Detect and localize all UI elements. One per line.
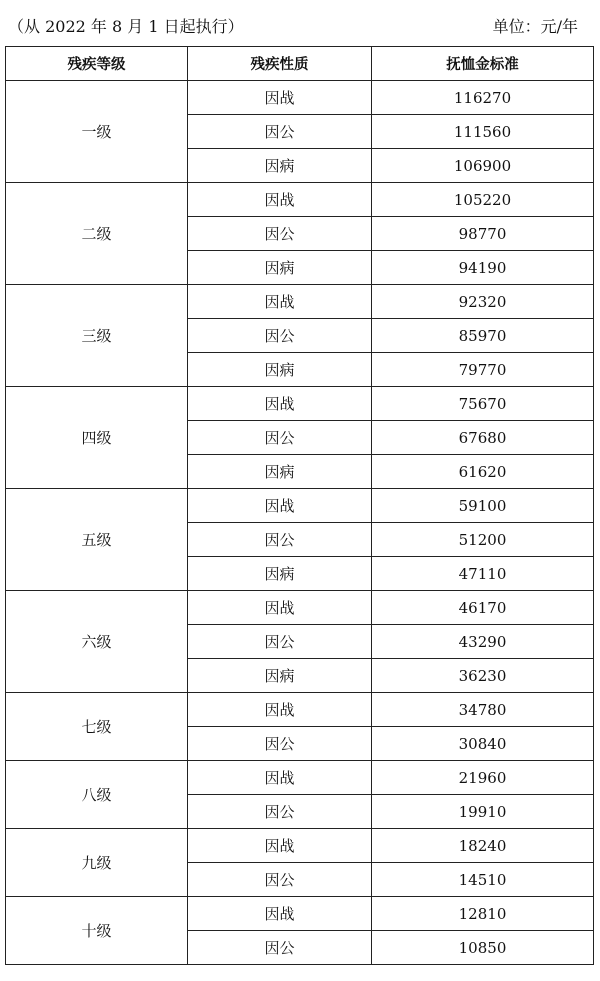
nature-cell: 因公 <box>188 115 372 149</box>
nature-cell: 因公 <box>188 421 372 455</box>
amount-cell: 21960 <box>372 761 594 795</box>
amount-cell: 43290 <box>372 625 594 659</box>
table-row <box>6 81 594 115</box>
amount-cell: 12810 <box>372 897 594 931</box>
grade-cell: 一级 <box>6 81 188 183</box>
amount-cell: 105220 <box>372 183 594 217</box>
nature-cell: 因公 <box>188 931 372 965</box>
table-row <box>6 897 594 931</box>
nature-cell: 因公 <box>188 523 372 557</box>
nature-cell: 因病 <box>188 455 372 489</box>
nature-cell: 因战 <box>188 387 372 421</box>
amount-cell: 46170 <box>372 591 594 625</box>
amount-cell: 98770 <box>372 217 594 251</box>
amount-cell: 92320 <box>372 285 594 319</box>
table-body <box>6 81 594 965</box>
amount-cell: 106900 <box>372 149 594 183</box>
nature-cell: 因病 <box>188 149 372 183</box>
amount-cell: 94190 <box>372 251 594 285</box>
header-disability-grade: 残疾等级 <box>6 47 188 81</box>
grade-cell: 十级 <box>6 897 188 965</box>
header-disability-nature: 残疾性质 <box>188 47 372 81</box>
amount-cell: 19910 <box>372 795 594 829</box>
amount-cell: 34780 <box>372 693 594 727</box>
table-row <box>6 591 594 625</box>
header-row <box>6 47 594 81</box>
table-row <box>6 693 594 727</box>
table-row <box>6 183 594 217</box>
nature-cell: 因病 <box>188 353 372 387</box>
amount-cell: 59100 <box>372 489 594 523</box>
table-row <box>6 489 594 523</box>
nature-cell: 因公 <box>188 319 372 353</box>
nature-cell: 因病 <box>188 251 372 285</box>
nature-cell: 因战 <box>188 285 372 319</box>
unit-label: 单位：元/年 <box>492 17 578 36</box>
nature-cell: 因病 <box>188 557 372 591</box>
nature-cell: 因战 <box>188 829 372 863</box>
grade-cell: 三级 <box>6 285 188 387</box>
table-row <box>6 285 594 319</box>
amount-cell: 18240 <box>372 829 594 863</box>
amount-cell: 10850 <box>372 931 594 965</box>
nature-cell: 因战 <box>188 693 372 727</box>
amount-cell: 67680 <box>372 421 594 455</box>
table-row <box>6 761 594 795</box>
amount-cell: 14510 <box>372 863 594 897</box>
amount-cell: 116270 <box>372 81 594 115</box>
grade-cell: 五级 <box>6 489 188 591</box>
amount-cell: 85970 <box>372 319 594 353</box>
table-row <box>6 829 594 863</box>
table-caption <box>0 14 600 38</box>
amount-cell: 51200 <box>372 523 594 557</box>
amount-cell: 30840 <box>372 727 594 761</box>
grade-cell: 六级 <box>6 591 188 693</box>
grade-cell: 四级 <box>6 387 188 489</box>
grade-cell: 九级 <box>6 829 188 897</box>
nature-cell: 因战 <box>188 897 372 931</box>
nature-cell: 因战 <box>188 591 372 625</box>
nature-cell: 因公 <box>188 625 372 659</box>
amount-cell: 61620 <box>372 455 594 489</box>
nature-cell: 因战 <box>188 761 372 795</box>
amount-cell: 36230 <box>372 659 594 693</box>
nature-cell: 因战 <box>188 183 372 217</box>
table-row <box>6 387 594 421</box>
nature-cell: 因公 <box>188 795 372 829</box>
effective-date-note: （从 2022 年 8 月 1 日起执行） <box>8 17 244 36</box>
header-pension-standard: 抚恤金标准 <box>372 47 594 81</box>
amount-cell: 79770 <box>372 353 594 387</box>
amount-cell: 111560 <box>372 115 594 149</box>
table-header <box>6 47 594 81</box>
nature-cell: 因战 <box>188 81 372 115</box>
nature-cell: 因公 <box>188 727 372 761</box>
disability-pension-table <box>5 46 594 965</box>
nature-cell: 因公 <box>188 863 372 897</box>
nature-cell: 因战 <box>188 489 372 523</box>
grade-cell: 八级 <box>6 761 188 829</box>
grade-cell: 二级 <box>6 183 188 285</box>
nature-cell: 因病 <box>188 659 372 693</box>
amount-cell: 47110 <box>372 557 594 591</box>
nature-cell: 因公 <box>188 217 372 251</box>
amount-cell: 75670 <box>372 387 594 421</box>
grade-cell: 七级 <box>6 693 188 761</box>
